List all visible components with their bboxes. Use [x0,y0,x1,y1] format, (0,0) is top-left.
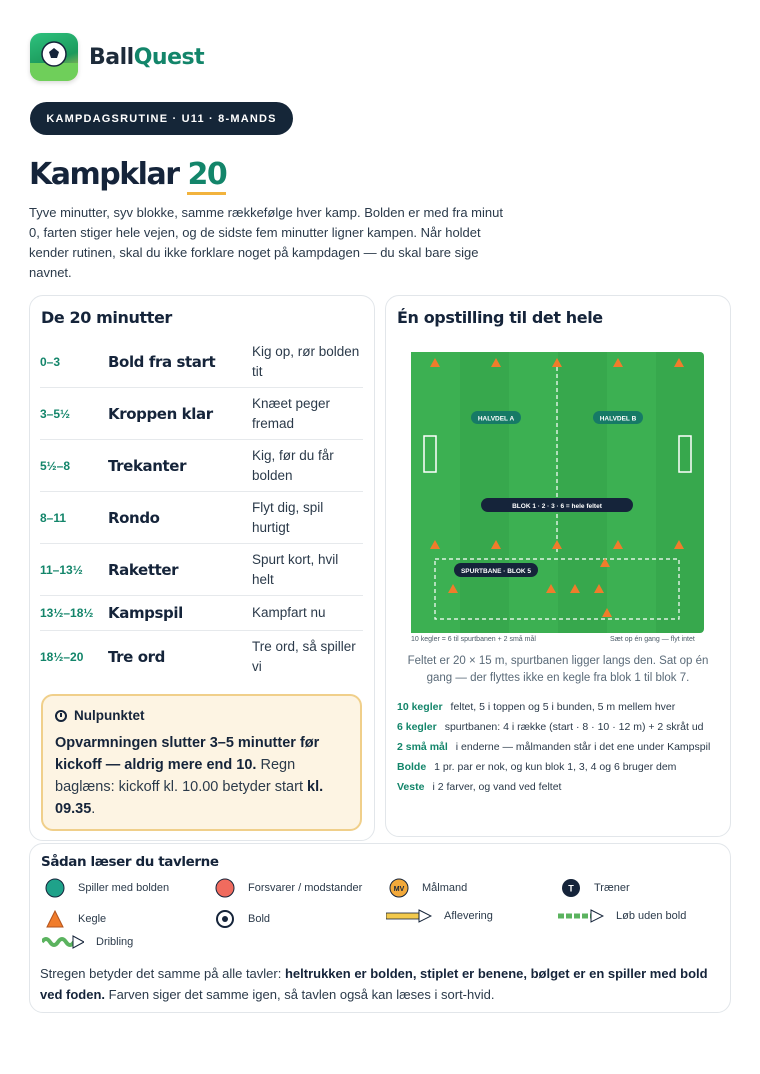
legend-item [214,878,362,898]
dribble-arrow-icon [42,935,84,949]
equipment-item [397,740,722,754]
legend-label: Kegle [78,913,107,925]
equipment-key: 10 kegler [397,701,443,713]
setup-heading: Én opstilling til det hele [397,308,603,327]
row-time: 0–3 [40,354,61,369]
legend-grid [40,876,720,956]
row-name: Raketter [108,560,179,579]
equipment-key: Veste [397,781,425,793]
row-time: 5½–8 [40,458,71,473]
equipment-item [397,700,722,714]
goalkeeper-icon [389,878,409,898]
equipment-item [397,720,722,734]
run-arrow-icon [558,909,604,923]
label-half-a: HALVDEL A [477,415,515,423]
row-name: Kroppen klar [108,404,213,423]
row-time: 11–13½ [40,562,83,577]
legend-label: Træner [594,882,630,894]
zero-body [55,732,348,820]
legend-item [388,878,467,898]
row-cue: Tre ord, så spiller vi [252,639,356,674]
svg-text:T: T [568,883,574,894]
svg-text:MV: MV [393,886,405,893]
zero-bold1: Opvarmningen slutter 3–5 minutter før kickoff — aldrig mere end 10. [55,735,320,773]
row-time: 8–11 [40,510,67,525]
legend-item [214,909,270,929]
brand-header [30,33,204,81]
row-cue: Knæet peger fremad [252,395,331,431]
row-time: 18½–20 [40,650,84,664]
legend-heading: Sådan læser du tavlerne [41,854,219,870]
zero-point-callout [41,694,362,831]
legend-label: Spiller med bolden [78,882,170,894]
zero-text2: . [91,801,96,817]
legend-note-bold: heltrukken er bolden, stiplet er benene, bølget er en spiller med bold ved foden. [40,966,708,1002]
equipment-item [397,780,722,794]
row-name: Kampspil [108,604,183,622]
row-cue: Flyt dig, spil hurtigt [252,499,324,535]
legend-item [44,909,106,929]
brand-part2: Quest [133,44,205,70]
schedule-row [40,492,363,544]
legend-note-text2: Farven siger det samme igen, så tavlen også kan læses i sort-hvid. [105,987,495,1002]
field-note: Feltet er 20 × 15 m, spurtbanen ligger langs den. Sat op én gang — der flyttes ikke en kegle fra blok 1 til blok 7. [407,655,709,684]
legend-item [44,878,169,898]
row-name: Tre ord [108,648,166,666]
schedule-row [40,388,363,440]
stopwatch-icon [55,710,67,722]
row-cue: Kampfart nu [252,605,326,620]
legend-label: Forsvarer / modstander [248,882,363,894]
legend-note [40,963,710,1005]
coach-icon [561,878,581,898]
schedule-row [40,336,363,388]
legend-item [42,935,133,949]
field-caption-left: 10 kegler = 6 til spurtbanen + 2 små mål [411,636,536,643]
equipment-value: feltet, 5 i toppen og 5 i bunden, 5 m mellem hver [450,701,676,713]
title-main: Kampklar [29,157,179,192]
label-sprint: SPURTBANE · BLOK 5 [460,568,532,575]
cone-icon [45,909,65,929]
schedule-row [40,440,363,492]
equipment-key: Bolde [397,761,427,773]
equipment-item [397,760,722,774]
field-diagram [411,352,704,633]
pass-arrow-icon [386,909,432,923]
row-cue: Kig op, rør bolden tit [252,343,360,379]
zero-heading: Nulpunktet [74,708,145,723]
title-number: 20 [187,157,226,195]
label-all-blocks: BLOK 1 · 2 · 3 · 6 = hele feltet [512,503,602,510]
legend-item [386,909,493,923]
intro-text: Tyve minutter, syv blokke, samme rækkefølge hver kamp. Bolden er med fra minut 0, farten stiger hele vejen, og de sidste fem minutter ligner kampen. Når holdet kender rutinen, skal du ikke forklare noget på kampdagen — du skal bare sige navnet. [29,205,503,280]
schedule-row [40,631,363,683]
equipment-value: 1 pr. par er nok, og kun blok 1, 3, 4 og 6 bruger dem [434,761,677,773]
brand-name [89,45,204,70]
row-name: Bold fra start [108,352,216,371]
schedule-table [40,336,363,683]
zero-bold2: kl. 09.35 [55,779,324,817]
legend-label: Løb uden bold [616,910,687,922]
row-cue: Kig, før du får bolden [252,447,334,483]
soccer-ball-icon [30,33,78,81]
legend-item [558,909,686,923]
brand-part1: Ball [89,44,134,70]
equipment-key: 2 små mål [397,741,448,753]
zero-heading-row [55,708,348,723]
legend-item [560,878,630,898]
routine-pill: KAMPDAGSRUTINE · U11 · 8-MANDS [30,102,293,135]
schedule-heading: De 20 minutter [41,308,172,327]
row-time: 13½–18½ [40,606,94,620]
row-time: 3–5½ [40,406,71,421]
player-with-ball-icon [45,878,65,898]
equipment-key: 6 kegler [397,721,437,733]
ball-icon [215,909,235,929]
schedule-row [40,544,363,596]
legend-label: Aflevering [444,910,493,922]
schedule-row [40,596,363,631]
defender-icon [215,878,235,898]
legend-label: Dribling [96,936,134,948]
row-name: Trekanter [108,456,187,475]
legend-note-text1: Stregen betyder det samme på alle tavler: [40,966,285,981]
field-caption-right: Sæt op én gang — flyt intet [610,636,695,643]
legend-label: Bold [248,913,271,925]
legend-label: Målmand [422,882,468,894]
equipment-value: spurtbanen: 4 i række (start · 8 · 10 · 12 m) + 2 skråt ud [444,721,704,733]
label-half-b: HALVDEL B [599,415,637,423]
equipment-list [397,700,722,800]
zero-text1: Regn baglæns: kickoff kl. 10.00 betyder start [55,757,308,795]
page-title [29,157,226,192]
row-name: Rondo [108,508,160,527]
row-cue: Spurt kort, hvil helt [252,551,339,587]
equipment-value: i 2 farver, og vand ved feltet [432,781,562,793]
equipment-value: i enderne — målmanden står i det ene under Kampspil [455,741,711,753]
